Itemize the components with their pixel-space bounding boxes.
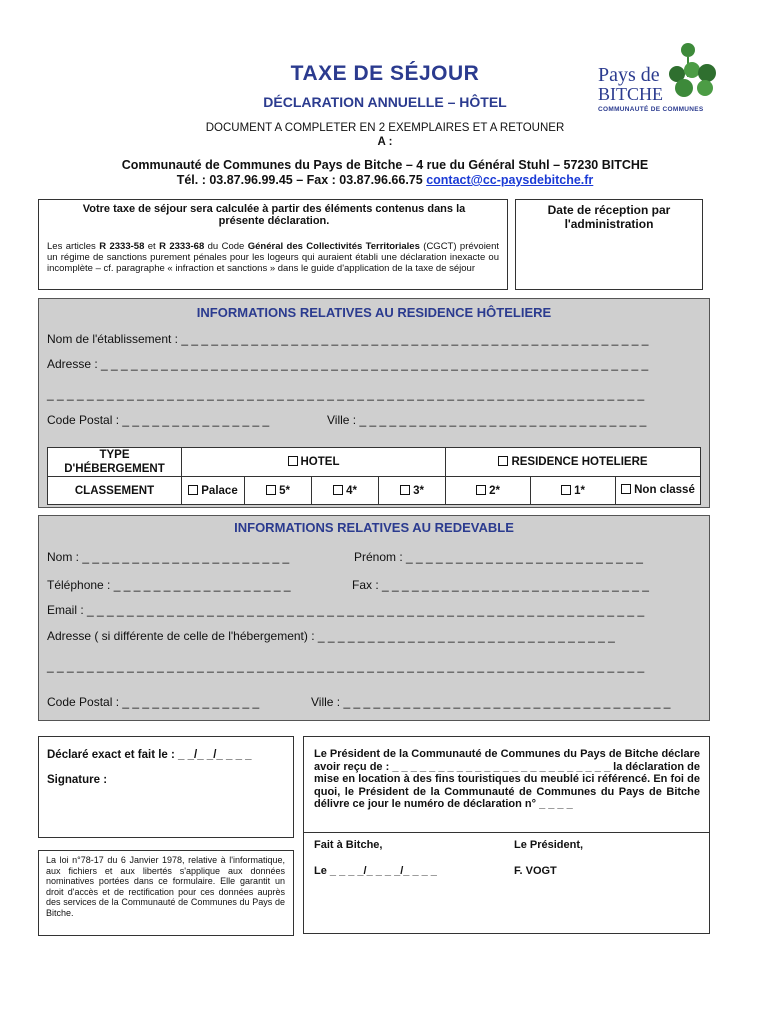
president-date-field[interactable]: Le _ _ _ _/_ _ _ _/_ _ _ _ <box>314 865 437 877</box>
residence-hoteliere-option[interactable] <box>446 448 701 477</box>
redevable-address-line2-field[interactable]: _ _ _ _ _ _ _ _ _ _ _ _ _ _ _ _ _ _ _ _ _ _ _ _ _ _ _ _ _ _ _ _ _ _ _ _ _ _ _ _ _ _ _ _ _ _ _ _ _ _ _ _ _ _ _ _ _ _ _ _ <box>47 659 645 673</box>
one-star-label: 1* <box>574 484 585 497</box>
pays-de-bitche-logo <box>592 40 727 120</box>
two-star-checkbox[interactable] <box>476 485 486 495</box>
three-star-checkbox[interactable] <box>400 485 410 495</box>
contact-line <box>0 173 770 187</box>
notice-text: (CGCT) prévoient un régime de sanctions purement pénales pour les logeurs qui auraient établi une déclaration inexacte ou incomplète – cf. paragraphe « infraction et sanctions » dans le guide d'application de la taxe de séjour <box>47 241 500 274</box>
type-hebergement-label: TYPE D'HÉBERGEMENT <box>48 448 182 477</box>
le-president-label: Le Président, <box>514 839 584 851</box>
page-subtitle: DÉCLARATION ANNUELLE – HÔTEL <box>263 94 507 110</box>
signature-label: Signature : <box>47 774 108 786</box>
redevable-fax-field[interactable]: Fax : _ _ _ _ _ _ _ _ _ _ _ _ _ _ _ _ _ _ _ _ _ _ _ _ _ _ _ <box>352 578 649 592</box>
president-declaration-text: Le Président de la Communauté de Communes du Pays de Bitche déclare avoir reçu de : _ _ _ _ _ _ _ _ _ _ _ _ _ _ _ _ _ _ _ _ _ _ _ _ la déclaration de mise en location à des fins touristiques du meublé ici référencé. En foi de quoi, le Président de la Communauté de Communes du Pays de Bitche délivre ce jour le numéro de déclaration n° _ _ _ _ <box>314 748 700 811</box>
classement-option-1-star[interactable] <box>531 477 616 505</box>
instruction-a: A : <box>377 136 393 148</box>
notice-code-name: Général des Collectivités Territoriales <box>247 241 420 252</box>
loi-notice-text: La loi n°78-17 du 6 Janvier 1978, relative à l'informatique, aux fichiers et aux libertés s'applique aux données nominatives portées dans ce formulaire. Elle garantit un droit d'accès et de rectification pour ces données auprès des services de la Communauté de Communes du Pays de Bitche. <box>46 855 285 918</box>
classement-option-non-classe[interactable] <box>616 477 701 505</box>
redevable-address-field[interactable]: Adresse ( si différente de celle de l'hébergement) : _ _ _ _ _ _ _ _ _ _ _ _ _ _ _ _ _ _ _ _ _ _ _ _ _ _ _ _ _ _ <box>47 629 615 643</box>
president-box <box>303 736 710 934</box>
residence-hoteliere-checkbox[interactable] <box>498 456 508 466</box>
president-divider <box>304 832 709 833</box>
etablissement-name-field[interactable]: Nom de l'établissement : _ _ _ _ _ _ _ _ _ _ _ _ _ _ _ _ _ _ _ _ _ _ _ _ _ _ _ _ _ _ _ _ _ _ _ _ _ _ _ _ _ _ _ _ _ _ _ <box>47 332 649 346</box>
notice-heading: Votre taxe de séjour sera calculée à partir des éléments contenus dans la présente déclaration. <box>82 203 466 227</box>
four-star-label: 4* <box>346 484 357 497</box>
contact-email-link[interactable]: contact@cc-paysdebitche.fr <box>426 173 594 187</box>
one-star-checkbox[interactable] <box>561 485 571 495</box>
residence-hoteliere-label: RESIDENCE HOTELIERE <box>511 456 648 468</box>
fait-a-bitche-label: Fait à Bitche, <box>314 839 383 851</box>
residence-section-title: INFORMATIONS RELATIVES AU RESIDENCE HÔTELIERE <box>196 305 552 320</box>
notice-box <box>38 199 508 290</box>
two-star-label: 2* <box>489 484 500 497</box>
logo-text-pays-de: Pays de <box>598 64 660 86</box>
non-classe-label: Non classé <box>634 484 695 496</box>
redevable-nom-field[interactable]: Nom : _ _ _ _ _ _ _ _ _ _ _ _ _ _ _ _ _ _ _ _ _ <box>47 550 290 564</box>
four-star-checkbox[interactable] <box>333 485 343 495</box>
hotel-label: HOTEL <box>300 456 340 468</box>
redevable-city-field[interactable]: Ville : _ _ _ _ _ _ _ _ _ _ _ _ _ _ _ _ _ _ _ _ _ _ _ _ _ _ _ _ _ _ _ _ _ <box>311 695 671 709</box>
classement-option-palace[interactable] <box>182 477 245 505</box>
palace-label: Palace <box>201 484 238 497</box>
classement-label: CLASSEMENT <box>48 477 182 505</box>
palace-checkbox[interactable] <box>188 485 198 495</box>
notice-text: et <box>144 241 160 252</box>
notice-text: du Code <box>204 241 248 252</box>
notice-article-2: R 2333-68 <box>159 241 205 252</box>
redevable-prenom-field[interactable]: Prénom : _ _ _ _ _ _ _ _ _ _ _ _ _ _ _ _ _ _ _ _ _ _ _ _ <box>354 550 643 564</box>
page-title: TAXE DE SÉJOUR <box>290 62 480 85</box>
hebergement-table <box>47 447 701 505</box>
residence-address-field[interactable]: Adresse : _ _ _ _ _ _ _ _ _ _ _ _ _ _ _ _ _ _ _ _ _ _ _ _ _ _ _ _ _ _ _ _ _ _ _ _ _ _ _ _ _ _ _ _ _ _ _ _ _ _ _ _ _ _ _ <box>47 357 649 371</box>
classement-option-4-stars[interactable] <box>312 477 379 505</box>
notice-body <box>47 241 499 274</box>
declaration-date-field[interactable]: Déclaré exact et fait le : _ _/_ _/_ _ _ _ <box>47 749 252 761</box>
hotel-checkbox[interactable] <box>288 456 298 466</box>
logo-text-communaute: COMMUNAUTÉ DE COMMUNES <box>598 106 704 113</box>
redevable-telephone-field[interactable]: Téléphone : _ _ _ _ _ _ _ _ _ _ _ _ _ _ _ _ _ _ <box>47 578 291 592</box>
residence-city-field[interactable]: Ville : _ _ _ _ _ _ _ _ _ _ _ _ _ _ _ _ _ _ _ _ _ _ _ _ _ _ _ _ _ <box>327 413 647 427</box>
logo-text-bitche: BITCHE <box>598 84 663 104</box>
reception-box <box>515 199 703 290</box>
residence-address-line2-field[interactable]: _ _ _ _ _ _ _ _ _ _ _ _ _ _ _ _ _ _ _ _ _ _ _ _ _ _ _ _ _ _ _ _ _ _ _ _ _ _ _ _ _ _ _ _ _ _ _ _ _ _ _ _ _ _ _ _ _ _ _ _ <box>47 387 645 401</box>
address-line: Communauté de Communes du Pays de Bitche – 4 rue du Général Stuhl – 57230 BITCHE <box>121 158 649 172</box>
contact-phone-fax: Tél. : 03.87.96.99.45 – Fax : 03.87.96.66.75 <box>176 173 427 187</box>
redevable-postal-code-field[interactable]: Code Postal : _ _ _ _ _ _ _ _ _ _ _ _ _ _ <box>47 695 260 709</box>
redevable-section-title: INFORMATIONS RELATIVES AU REDEVABLE <box>234 520 514 535</box>
instruction-line: DOCUMENT A COMPLETER EN 2 EXEMPLAIRES ET A RETOUNER <box>205 122 565 134</box>
redevable-email-field[interactable]: Email : _ _ _ _ _ _ _ _ _ _ _ _ _ _ _ _ _ _ _ _ _ _ _ _ _ _ _ _ _ _ _ _ _ _ _ _ _ _ _ _ _ _ _ _ _ _ _ _ _ _ _ _ _ _ _ _ <box>47 603 645 617</box>
non-classe-checkbox[interactable] <box>621 484 631 494</box>
three-star-label: 3* <box>413 484 424 497</box>
declaration-box <box>38 736 294 838</box>
classement-option-3-stars[interactable] <box>379 477 446 505</box>
redevable-section <box>38 515 710 721</box>
classement-option-2-stars[interactable] <box>446 477 531 505</box>
reception-label: Date de réception par l'administration <box>547 203 671 231</box>
president-name: F. VOGT <box>514 865 557 877</box>
five-star-checkbox[interactable] <box>266 485 276 495</box>
notice-text: Les articles <box>47 241 100 252</box>
five-star-label: 5* <box>279 484 290 497</box>
notice-article-1: R 2333-58 <box>99 241 145 252</box>
hotel-option[interactable] <box>182 448 446 477</box>
classement-option-5-stars[interactable] <box>245 477 312 505</box>
residence-postal-code-field[interactable]: Code Postal : _ _ _ _ _ _ _ _ _ _ _ _ _ _ _ <box>47 413 270 427</box>
loi-notice-box <box>38 850 294 936</box>
